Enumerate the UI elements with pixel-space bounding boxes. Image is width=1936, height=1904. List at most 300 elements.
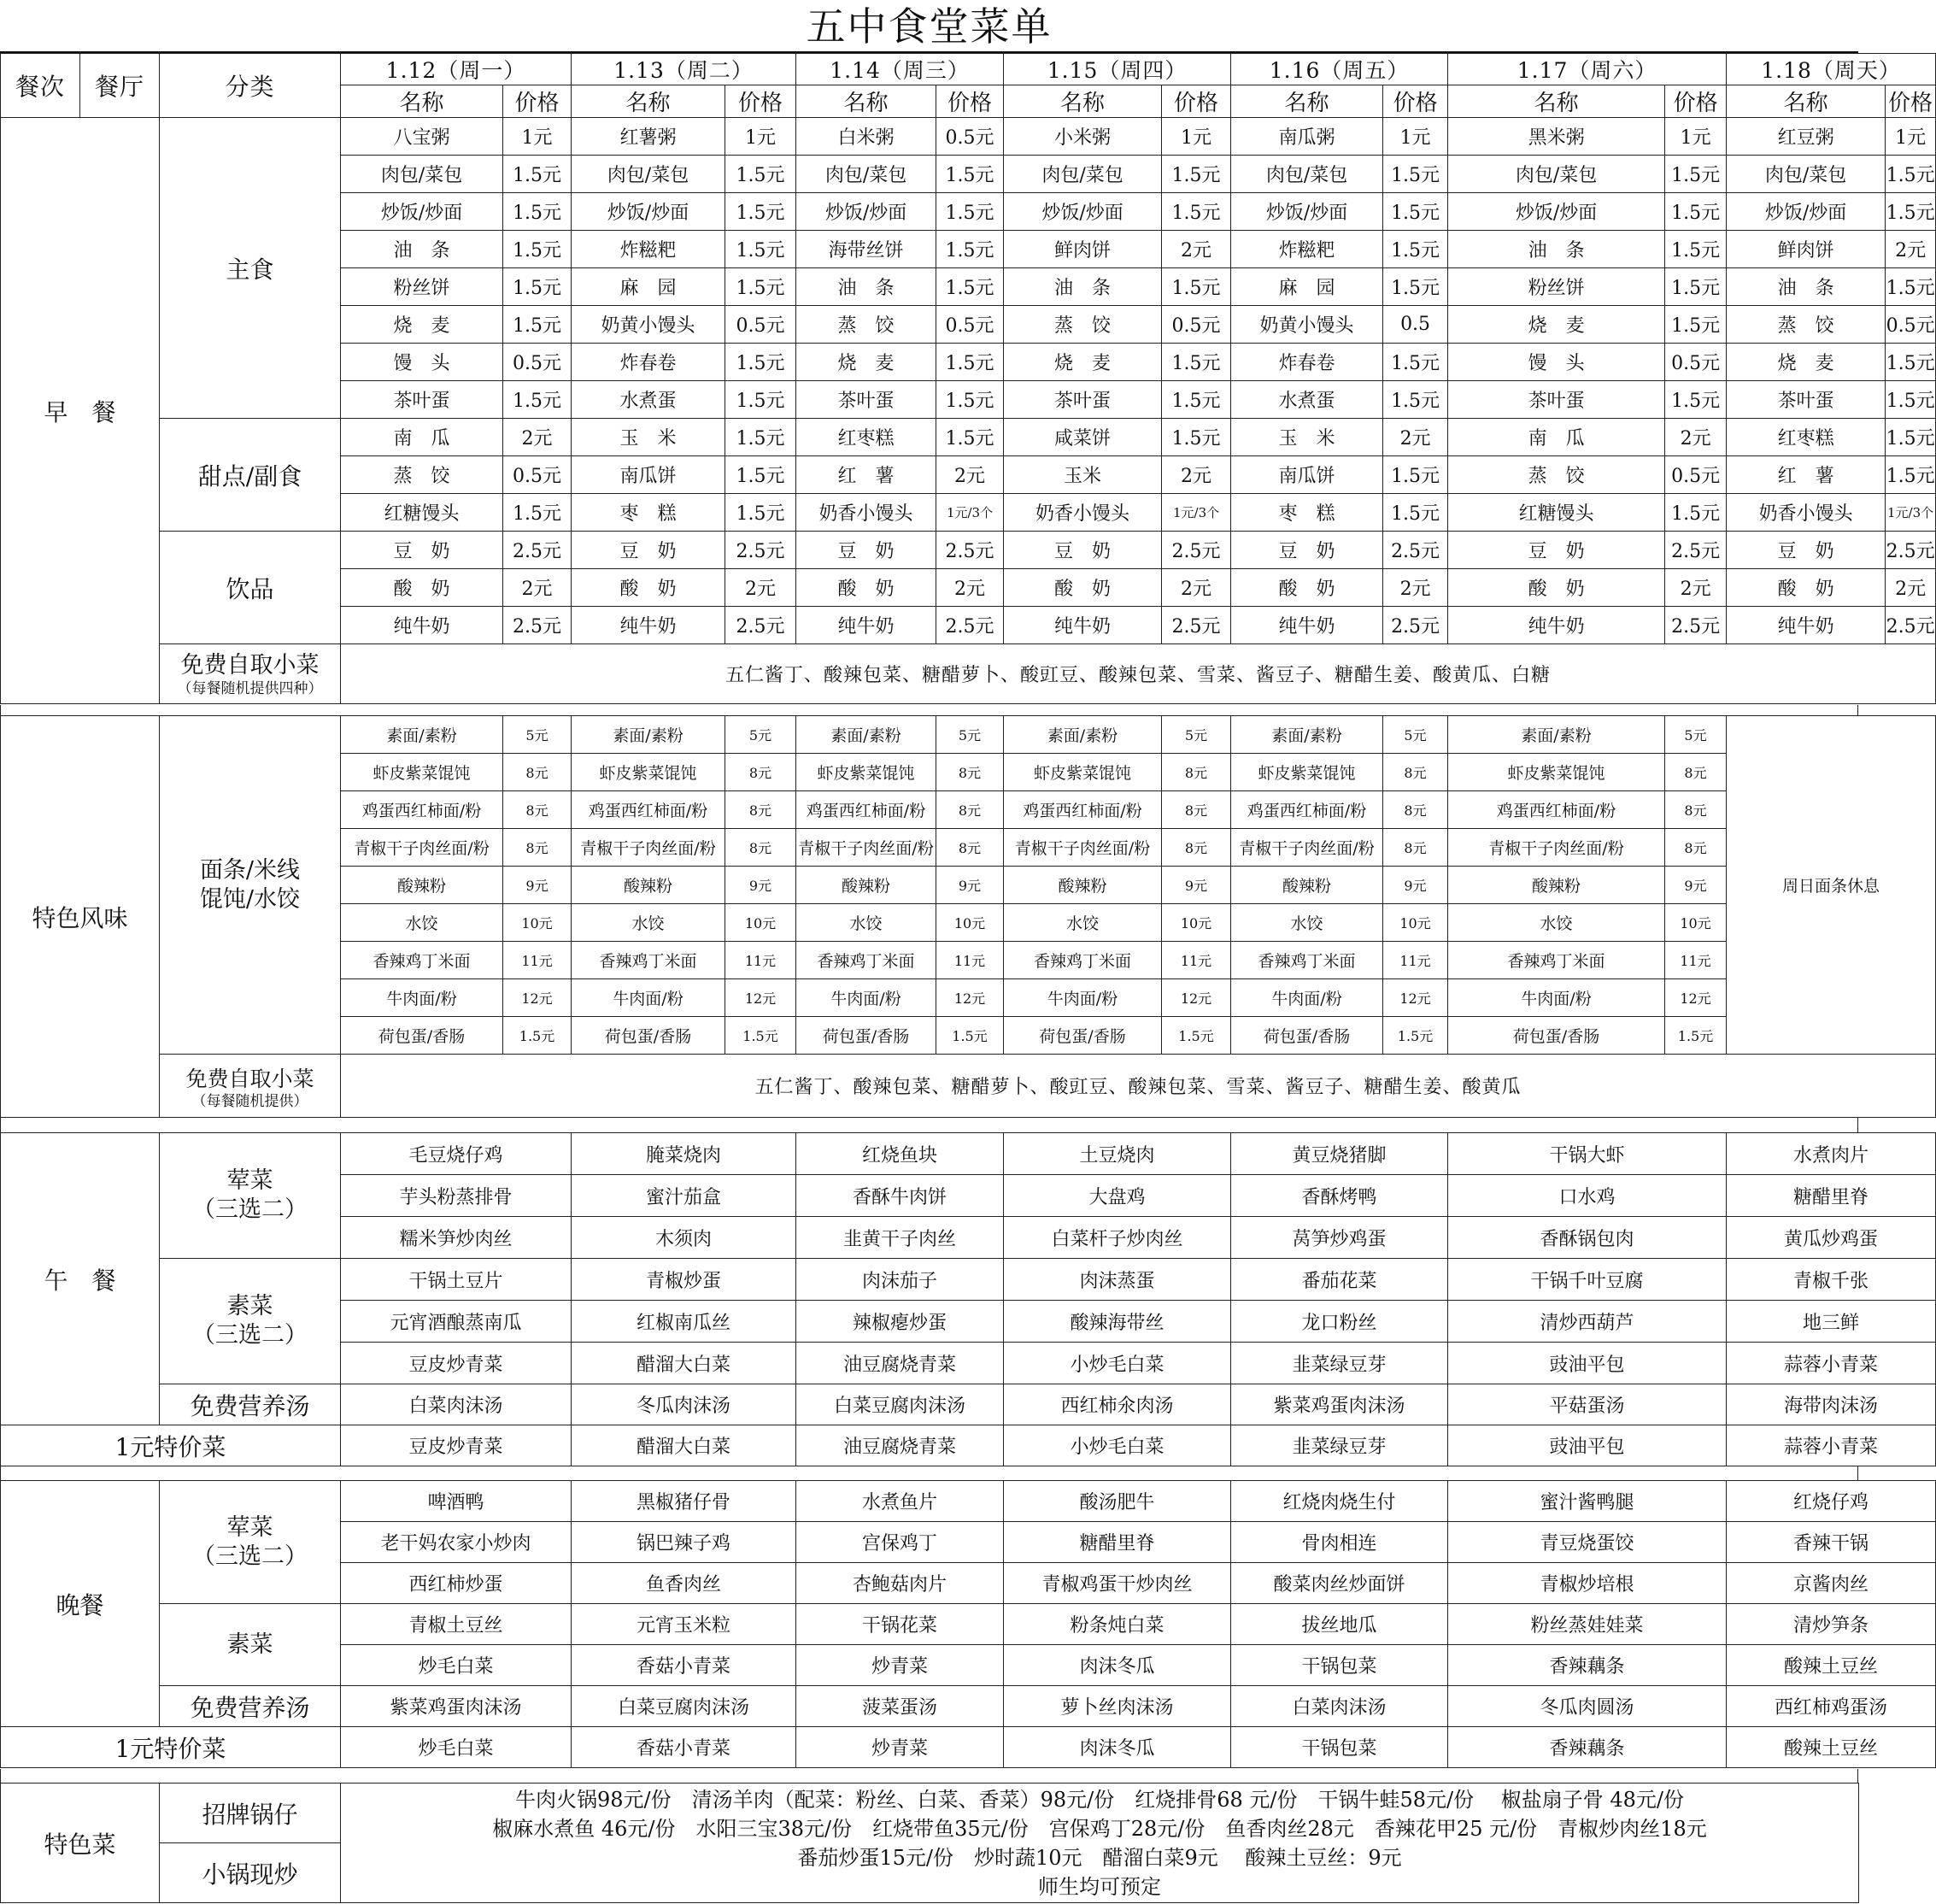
dish-name: 虾皮紫菜馄饨 xyxy=(1448,754,1665,791)
veg-dish: 粉丝蒸娃娃菜 xyxy=(1448,1604,1727,1645)
dinner-table xyxy=(0,1480,1936,1768)
special-flavor-table xyxy=(0,715,1936,1118)
dish-name: 麻 园 xyxy=(1231,268,1383,306)
meat-dish: 香酥锅包肉 xyxy=(1448,1217,1727,1259)
special-price-dish: 醋溜大白菜 xyxy=(572,1425,796,1466)
dish-name: 炒饭/炒面 xyxy=(341,193,503,231)
dish-price: 1.5元 xyxy=(936,156,1004,193)
dish-name: 纯牛奶 xyxy=(341,607,503,644)
dish-price: 1.5元 xyxy=(503,193,572,231)
section-gap xyxy=(0,705,1858,715)
name-column-header: 名称 xyxy=(1727,85,1886,118)
dish-name: 香辣鸡丁米面 xyxy=(796,942,936,979)
dish-price: 8元 xyxy=(1665,791,1727,829)
soup-dish: 菠菜蛋汤 xyxy=(796,1686,1004,1727)
dish-price: 10元 xyxy=(936,904,1004,942)
special-price-dish: 豉油平包 xyxy=(1448,1425,1727,1466)
veg-dish: 青椒炒蛋 xyxy=(572,1259,796,1301)
free-sides-note: （每餐随机提供） xyxy=(191,1092,308,1110)
dish-name: 红薯粥 xyxy=(572,118,725,156)
dish-price: 2元 xyxy=(1665,419,1727,456)
dish-price: 1.5元 xyxy=(1383,268,1448,306)
free-sides-title: 免费自取小菜 xyxy=(185,1066,314,1091)
dish-name: 海带丝饼 xyxy=(796,231,936,268)
dish-name: 纯牛奶 xyxy=(1448,607,1665,644)
dish-name: 枣 糕 xyxy=(1231,494,1383,532)
dish-price: 11元 xyxy=(1162,942,1231,979)
section-gap xyxy=(0,1117,1858,1132)
dish-price: 1.5元 xyxy=(725,381,796,419)
dish-price: 1.5元 xyxy=(1886,268,1936,306)
free-sides-note: （每餐随机提供四种） xyxy=(177,679,323,697)
dish-price: 0.5元 xyxy=(503,456,572,494)
dish-price: 11元 xyxy=(1383,942,1448,979)
dish-name: 油 条 xyxy=(1448,231,1665,268)
meat-dish: 宫保鸡丁 xyxy=(796,1522,1004,1563)
veg-dish: 肉沫冬瓜 xyxy=(1004,1645,1231,1686)
veg-dish: 肉沫蒸蛋 xyxy=(1004,1259,1231,1301)
specialty-line: 牛肉火锅98元/份 清汤羊肉（配菜：粉丝、白菜、香菜）98元/份 红烧排骨68 元/份 干锅牛蛙58元/份 椒盐扇子骨 48元/份 xyxy=(514,1787,1684,1812)
price-column-header: 价格 xyxy=(1665,85,1727,118)
veg-dish: 元宵酒酿蒸南瓜 xyxy=(341,1301,572,1343)
dish-name: 素面/素粉 xyxy=(1004,716,1162,754)
dish-price: 1.5元 xyxy=(1665,1017,1727,1055)
meat-dish: 水煮肉片 xyxy=(1727,1133,1936,1175)
dish-price: 9元 xyxy=(936,867,1004,904)
meat-dish: 糖醋里脊 xyxy=(1004,1522,1231,1563)
veg-dish: 清炒笋条 xyxy=(1727,1604,1936,1645)
price-column-header: 价格 xyxy=(1162,85,1231,118)
dish-name: 纯牛奶 xyxy=(1004,607,1162,644)
special-price-dish: 香菇小青菜 xyxy=(572,1727,796,1768)
dish-price: 2.5元 xyxy=(1665,607,1727,644)
dish-price: 1元 xyxy=(725,118,796,156)
meat-dish: 锅巴辣子鸡 xyxy=(572,1522,796,1563)
section-gap xyxy=(0,1466,1858,1480)
veg-dish: 龙口粉丝 xyxy=(1231,1301,1448,1343)
category-label: 饮品 xyxy=(160,532,341,644)
category-label-title: 荤菜 xyxy=(226,1167,273,1194)
dish-price: 10元 xyxy=(1162,904,1231,942)
dish-price: 1.5元 xyxy=(503,1017,572,1055)
meat-dish: 红烧肉烧生付 xyxy=(1231,1481,1448,1522)
dish-price: 1.5元 xyxy=(1383,494,1448,532)
dish-price: 12元 xyxy=(1665,979,1727,1017)
specialty-meal-label: 特色菜 xyxy=(1,1784,160,1903)
dish-price: 1.5元 xyxy=(503,156,572,193)
dish-price: 0.5元 xyxy=(936,118,1004,156)
dish-price: 1.5元 xyxy=(1162,1017,1231,1055)
dish-name: 纯牛奶 xyxy=(1231,607,1383,644)
dish-price: 9元 xyxy=(1162,867,1231,904)
section-gap xyxy=(0,1769,1858,1783)
dish-name: 玉 米 xyxy=(572,419,725,456)
dish-price: 2元 xyxy=(1886,231,1936,268)
meat-dish: 青豆烧蛋饺 xyxy=(1448,1522,1727,1563)
dish-price: 1.5元 xyxy=(725,1017,796,1055)
veg-dish: 炒毛白菜 xyxy=(341,1645,572,1686)
soup-dish: 海带肉沫汤 xyxy=(1727,1384,1936,1425)
dish-name: 酸辣粉 xyxy=(341,867,503,904)
dish-name: 素面/素粉 xyxy=(1448,716,1665,754)
hall-column-header: 餐厅 xyxy=(80,54,160,118)
dish-name: 炒饭/炒面 xyxy=(1448,193,1665,231)
name-column-header: 名称 xyxy=(341,85,503,118)
dish-name: 玉 米 xyxy=(1231,419,1383,456)
breakfast-table xyxy=(0,53,1936,704)
meal-label-lunch: 午 餐 xyxy=(1,1133,160,1425)
soup-dish: 冬瓜肉沫汤 xyxy=(572,1384,796,1425)
dish-name: 豆 奶 xyxy=(572,532,725,569)
dish-name: 香辣鸡丁米面 xyxy=(1448,942,1665,979)
dish-name: 蒸 饺 xyxy=(1004,306,1162,344)
dish-name: 荷包蛋/香肠 xyxy=(1231,1017,1383,1055)
dish-name: 香辣鸡丁米面 xyxy=(1231,942,1383,979)
veg-dish: 油豆腐烧青菜 xyxy=(796,1343,1004,1384)
meat-dish: 香酥烤鸭 xyxy=(1231,1175,1448,1217)
meat-dish: 毛豆烧仔鸡 xyxy=(341,1133,572,1175)
dish-name: 豆 奶 xyxy=(796,532,936,569)
dish-name: 水饺 xyxy=(572,904,725,942)
dish-name: 烧 麦 xyxy=(796,344,936,381)
dish-name: 炒饭/炒面 xyxy=(572,193,725,231)
soup-dish: 平菇蛋汤 xyxy=(1448,1384,1727,1425)
dish-name: 香辣鸡丁米面 xyxy=(572,942,725,979)
dish-price: 8元 xyxy=(1383,791,1448,829)
dish-price: 5元 xyxy=(1665,716,1727,754)
name-column-header: 名称 xyxy=(796,85,936,118)
soup-dish: 西红柿氽肉汤 xyxy=(1004,1384,1231,1425)
meat-dish: 蜜汁茄盒 xyxy=(572,1175,796,1217)
veg-dish: 香菇小青菜 xyxy=(572,1645,796,1686)
day-header: 1.13（周二） xyxy=(572,54,796,85)
meat-dish: 啤酒鸭 xyxy=(341,1481,572,1522)
dish-name: 豆 奶 xyxy=(1231,532,1383,569)
lunch-table xyxy=(0,1132,1936,1466)
dish-price: 1.5元 xyxy=(1886,193,1936,231)
dish-price: 1.5元 xyxy=(1383,1017,1448,1055)
dish-price: 9元 xyxy=(1665,867,1727,904)
veg-dish: 蒜蓉小青菜 xyxy=(1727,1343,1936,1384)
meat-dish: 骨肉相连 xyxy=(1231,1522,1448,1563)
dish-name: 素面/素粉 xyxy=(341,716,503,754)
category-label-line: 馄饨/水饺 xyxy=(199,885,301,913)
veg-dish: 干锅花菜 xyxy=(796,1604,1004,1645)
sunday-note: 周日面条休息 xyxy=(1727,716,1936,1055)
meat-dish: 红烧鱼块 xyxy=(796,1133,1004,1175)
dish-price: 1.5元 xyxy=(936,419,1004,456)
dish-name: 纯牛奶 xyxy=(796,607,936,644)
dish-name: 炒饭/炒面 xyxy=(1231,193,1383,231)
dish-price: 2.5元 xyxy=(1162,607,1231,644)
dish-price: 1.5元 xyxy=(503,268,572,306)
dish-price: 1.5元 xyxy=(1162,344,1231,381)
dish-name: 荷包蛋/香肠 xyxy=(796,1017,936,1055)
veg-dish: 豉油平包 xyxy=(1448,1343,1727,1384)
dish-price: 1元 xyxy=(1383,118,1448,156)
dish-name: 青椒干子肉丝面/粉 xyxy=(341,829,503,867)
veg-dish: 韭菜绿豆芽 xyxy=(1231,1343,1448,1384)
special-price-label: 1元特价菜 xyxy=(1,1727,341,1768)
dish-name: 豆 奶 xyxy=(1727,532,1886,569)
dish-name: 肉包/菜包 xyxy=(1231,156,1383,193)
veg-dish: 小炒毛白菜 xyxy=(1004,1343,1231,1384)
meat-dish: 口水鸡 xyxy=(1448,1175,1727,1217)
dish-name: 茶叶蛋 xyxy=(341,381,503,419)
dish-name: 青椒干子肉丝面/粉 xyxy=(572,829,725,867)
meat-dish: 芋头粉蒸排骨 xyxy=(341,1175,572,1217)
veg-dish: 辣椒瘪炒蛋 xyxy=(796,1301,1004,1343)
dish-name: 鸡蛋西红柿面/粉 xyxy=(1004,791,1162,829)
dish-price: 2元 xyxy=(503,569,572,607)
dish-price: 2.5元 xyxy=(1383,532,1448,569)
category-label-title: 荤菜 xyxy=(226,1513,273,1541)
day-header: 1.17（周六） xyxy=(1448,54,1727,85)
meat-dish: 香酥牛肉饼 xyxy=(796,1175,1004,1217)
dish-name: 奶香小馒头 xyxy=(1727,494,1886,532)
dish-price: 1.5元 xyxy=(725,231,796,268)
dish-price: 9元 xyxy=(1383,867,1448,904)
dish-price: 1.5元 xyxy=(1665,231,1727,268)
dish-name: 红糖馒头 xyxy=(341,494,503,532)
dish-price: 1.5元 xyxy=(1162,419,1231,456)
meat-dish: 京酱肉丝 xyxy=(1727,1563,1936,1604)
meat-dish: 酸汤肥牛 xyxy=(1004,1481,1231,1522)
dish-price: 1.5元 xyxy=(1162,381,1231,419)
dish-price: 1元/3个 xyxy=(1886,494,1936,532)
dish-name: 酸 奶 xyxy=(1231,569,1383,607)
specialty-label-hotpot: 招牌锅仔 xyxy=(160,1784,341,1843)
dish-price: 1.5元 xyxy=(936,231,1004,268)
dish-price: 0.5元 xyxy=(1665,344,1727,381)
dish-name: 蒸 饺 xyxy=(1727,306,1886,344)
free-sides-label xyxy=(160,644,341,704)
dish-price: 11元 xyxy=(1665,942,1727,979)
dish-name: 奶香小馒头 xyxy=(1004,494,1162,532)
dish-name: 青椒干子肉丝面/粉 xyxy=(1231,829,1383,867)
dish-name: 茶叶蛋 xyxy=(1004,381,1162,419)
dish-price: 1.5元 xyxy=(725,156,796,193)
special-price-dish: 小炒毛白菜 xyxy=(1004,1425,1231,1466)
veg-dish: 粉条炖白菜 xyxy=(1004,1604,1231,1645)
dish-price: 2元 xyxy=(1162,456,1231,494)
dish-price: 10元 xyxy=(1665,904,1727,942)
dish-name: 虾皮紫菜馄饨 xyxy=(341,754,503,791)
dish-price: 8元 xyxy=(936,754,1004,791)
page-title: 五中食堂菜单 xyxy=(0,0,1858,53)
dish-price: 0.5元 xyxy=(936,306,1004,344)
meat-dish: 青椒炒培根 xyxy=(1448,1563,1727,1604)
dish-name: 虾皮紫菜馄饨 xyxy=(572,754,725,791)
meat-dish: 木须肉 xyxy=(572,1217,796,1259)
dish-name: 咸菜饼 xyxy=(1004,419,1162,456)
dish-name: 豆 奶 xyxy=(1448,532,1665,569)
dish-price: 8元 xyxy=(1665,754,1727,791)
dish-price: 8元 xyxy=(725,791,796,829)
dish-name: 鸡蛋西红柿面/粉 xyxy=(796,791,936,829)
dish-price: 12元 xyxy=(725,979,796,1017)
dish-price: 1.5元 xyxy=(1886,156,1936,193)
dish-price: 2.5元 xyxy=(936,532,1004,569)
dish-price: 1.5元 xyxy=(1665,381,1727,419)
special-price-dish: 香辣藕条 xyxy=(1448,1727,1727,1768)
dish-name: 青椒干子肉丝面/粉 xyxy=(1448,829,1665,867)
dish-name: 香辣鸡丁米面 xyxy=(1004,942,1162,979)
dish-name: 油 条 xyxy=(1727,268,1886,306)
dish-price: 1.5元 xyxy=(1383,193,1448,231)
veg-dish: 干锅包菜 xyxy=(1231,1645,1448,1686)
meat-dish: 白菜杆子炒肉丝 xyxy=(1004,1217,1231,1259)
dish-price: 1.5元 xyxy=(725,344,796,381)
special-price-dish: 油豆腐烧青菜 xyxy=(796,1425,1004,1466)
dish-price: 1.5元 xyxy=(1665,268,1727,306)
veg-dish: 番茄花菜 xyxy=(1231,1259,1448,1301)
dish-price: 2.5元 xyxy=(1383,607,1448,644)
dish-price: 1.5元 xyxy=(1162,156,1231,193)
dish-price: 10元 xyxy=(725,904,796,942)
dish-price: 1.5元 xyxy=(1383,456,1448,494)
meat-dish: 莴笋炒鸡蛋 xyxy=(1231,1217,1448,1259)
dish-name: 小米粥 xyxy=(1004,118,1162,156)
veg-dish: 炒青菜 xyxy=(796,1645,1004,1686)
dish-price: 1元 xyxy=(1162,118,1231,156)
veg-dish: 酸辣土豆丝 xyxy=(1727,1645,1936,1686)
dish-price: 8元 xyxy=(936,829,1004,867)
dish-price: 8元 xyxy=(1162,829,1231,867)
category-label-note: （三选二） xyxy=(192,1196,308,1223)
category-label xyxy=(160,716,341,1055)
dish-price: 5元 xyxy=(1383,716,1448,754)
dish-price: 5元 xyxy=(1162,716,1231,754)
dish-name: 酸 奶 xyxy=(1727,569,1886,607)
dish-price: 0.5元 xyxy=(1162,306,1231,344)
special-price-dish: 炒青菜 xyxy=(796,1727,1004,1768)
veg-dish: 醋溜大白菜 xyxy=(572,1343,796,1384)
special-price-dish: 干锅包菜 xyxy=(1231,1727,1448,1768)
dish-price: 2.5元 xyxy=(1665,532,1727,569)
price-column-header: 价格 xyxy=(1886,85,1936,118)
dish-name: 豆 奶 xyxy=(341,532,503,569)
veg-dish: 干锅千叶豆腐 xyxy=(1448,1259,1727,1301)
dish-name: 奶黄小馒头 xyxy=(1231,306,1383,344)
soup-label: 免费营养汤 xyxy=(160,1686,341,1727)
dish-price: 8元 xyxy=(1665,829,1727,867)
dish-price: 0.5元 xyxy=(1665,456,1727,494)
dish-price: 1元 xyxy=(1665,118,1727,156)
category-label xyxy=(160,1259,341,1384)
day-header: 1.15（周四） xyxy=(1004,54,1231,85)
dish-price: 2.5元 xyxy=(503,532,572,569)
dish-name: 肉包/菜包 xyxy=(1004,156,1162,193)
dish-name: 酸 奶 xyxy=(1004,569,1162,607)
dish-price: 1.5元 xyxy=(1383,231,1448,268)
dish-price: 12元 xyxy=(503,979,572,1017)
dish-price: 2元 xyxy=(1383,419,1448,456)
dish-price: 9元 xyxy=(725,867,796,904)
dish-name: 酸 奶 xyxy=(341,569,503,607)
dish-name: 炸春卷 xyxy=(1231,344,1383,381)
dish-price: 1.5元 xyxy=(1665,306,1727,344)
dish-price: 1.5元 xyxy=(1886,381,1936,419)
dish-name: 红豆粥 xyxy=(1727,118,1886,156)
dish-price: 8元 xyxy=(725,829,796,867)
dish-name: 牛肉面/粉 xyxy=(1231,979,1383,1017)
category-label-note: （三选二） xyxy=(192,1543,308,1570)
name-column-header: 名称 xyxy=(1004,85,1162,118)
meal-column-header: 餐次 xyxy=(1,54,80,118)
dish-price: 1.5元 xyxy=(936,268,1004,306)
veg-dish: 元宵玉米粒 xyxy=(572,1604,796,1645)
dish-name: 炒饭/炒面 xyxy=(1727,193,1886,231)
meat-dish: 鱼香肉丝 xyxy=(572,1563,796,1604)
dish-name: 炒饭/炒面 xyxy=(796,193,936,231)
dish-price: 8元 xyxy=(503,754,572,791)
special-price-dish: 蒜蓉小青菜 xyxy=(1727,1425,1936,1466)
dish-price: 1元/3个 xyxy=(1162,494,1231,532)
dish-name: 蒸 饺 xyxy=(796,306,936,344)
meat-dish: 韭黄干子肉丝 xyxy=(796,1217,1004,1259)
dish-price: 1.5元 xyxy=(936,1017,1004,1055)
dish-price: 1.5元 xyxy=(1665,494,1727,532)
dish-price: 5元 xyxy=(503,716,572,754)
dish-price: 2元 xyxy=(936,569,1004,607)
veg-dish: 香辣藕条 xyxy=(1448,1645,1727,1686)
dish-name: 南瓜粥 xyxy=(1231,118,1383,156)
category-label-note: （三选二） xyxy=(192,1322,308,1349)
dish-price: 1.5元 xyxy=(936,344,1004,381)
dish-name: 虾皮紫菜馄饨 xyxy=(796,754,936,791)
dish-price: 2元 xyxy=(936,456,1004,494)
specialty-dishes xyxy=(341,1784,1859,1903)
dish-name: 玉米 xyxy=(1004,456,1162,494)
dish-name: 素面/素粉 xyxy=(1231,716,1383,754)
soup-dish: 白菜豆腐肉沫汤 xyxy=(796,1384,1004,1425)
dish-price: 2.5元 xyxy=(725,532,796,569)
dish-name: 炸糍粑 xyxy=(1231,231,1383,268)
category-label-title: 素菜 xyxy=(226,1631,273,1658)
dish-name: 牛肉面/粉 xyxy=(341,979,503,1017)
dish-name: 烧 麦 xyxy=(1448,306,1665,344)
special-price-dish: 豆皮炒青菜 xyxy=(341,1425,572,1466)
dish-price: 2元 xyxy=(1162,569,1231,607)
dish-price: 2.5元 xyxy=(503,607,572,644)
dish-name: 馒 头 xyxy=(341,344,503,381)
dish-name: 南瓜饼 xyxy=(1231,456,1383,494)
meat-dish: 黑椒猪仔骨 xyxy=(572,1481,796,1522)
dish-name: 水饺 xyxy=(341,904,503,942)
dish-price: 0.5 xyxy=(1383,306,1448,344)
dish-price: 9元 xyxy=(503,867,572,904)
dish-name: 馒 头 xyxy=(1448,344,1665,381)
category-column-header: 分类 xyxy=(160,54,341,118)
dish-price: 2.5元 xyxy=(936,607,1004,644)
soup-dish: 萝卜丝肉沫汤 xyxy=(1004,1686,1231,1727)
dish-name: 红枣糕 xyxy=(1727,419,1886,456)
dish-price: 1.5元 xyxy=(725,456,796,494)
special-price-dish: 肉沫冬瓜 xyxy=(1004,1727,1231,1768)
dish-name: 炒饭/炒面 xyxy=(1004,193,1162,231)
meat-dish: 腌菜烧肉 xyxy=(572,1133,796,1175)
specialty-line: 椒麻水煮鱼 46元/份 水阳三宝38元/份 红烧带鱼35元/份 宫保鸡丁28元/份 鱼香肉丝28元 香辣花甲25 元/份 青椒炒肉丝18元 xyxy=(492,1816,1707,1841)
soup-label: 免费营养汤 xyxy=(160,1384,341,1425)
dish-name: 粉丝饼 xyxy=(341,268,503,306)
dish-price: 1.5元 xyxy=(1162,268,1231,306)
dish-price: 2.5元 xyxy=(1162,532,1231,569)
dish-price: 1.5元 xyxy=(725,494,796,532)
dish-price: 1元/3个 xyxy=(936,494,1004,532)
dish-name: 奶香小馒头 xyxy=(796,494,936,532)
dish-price: 1.5元 xyxy=(1383,381,1448,419)
